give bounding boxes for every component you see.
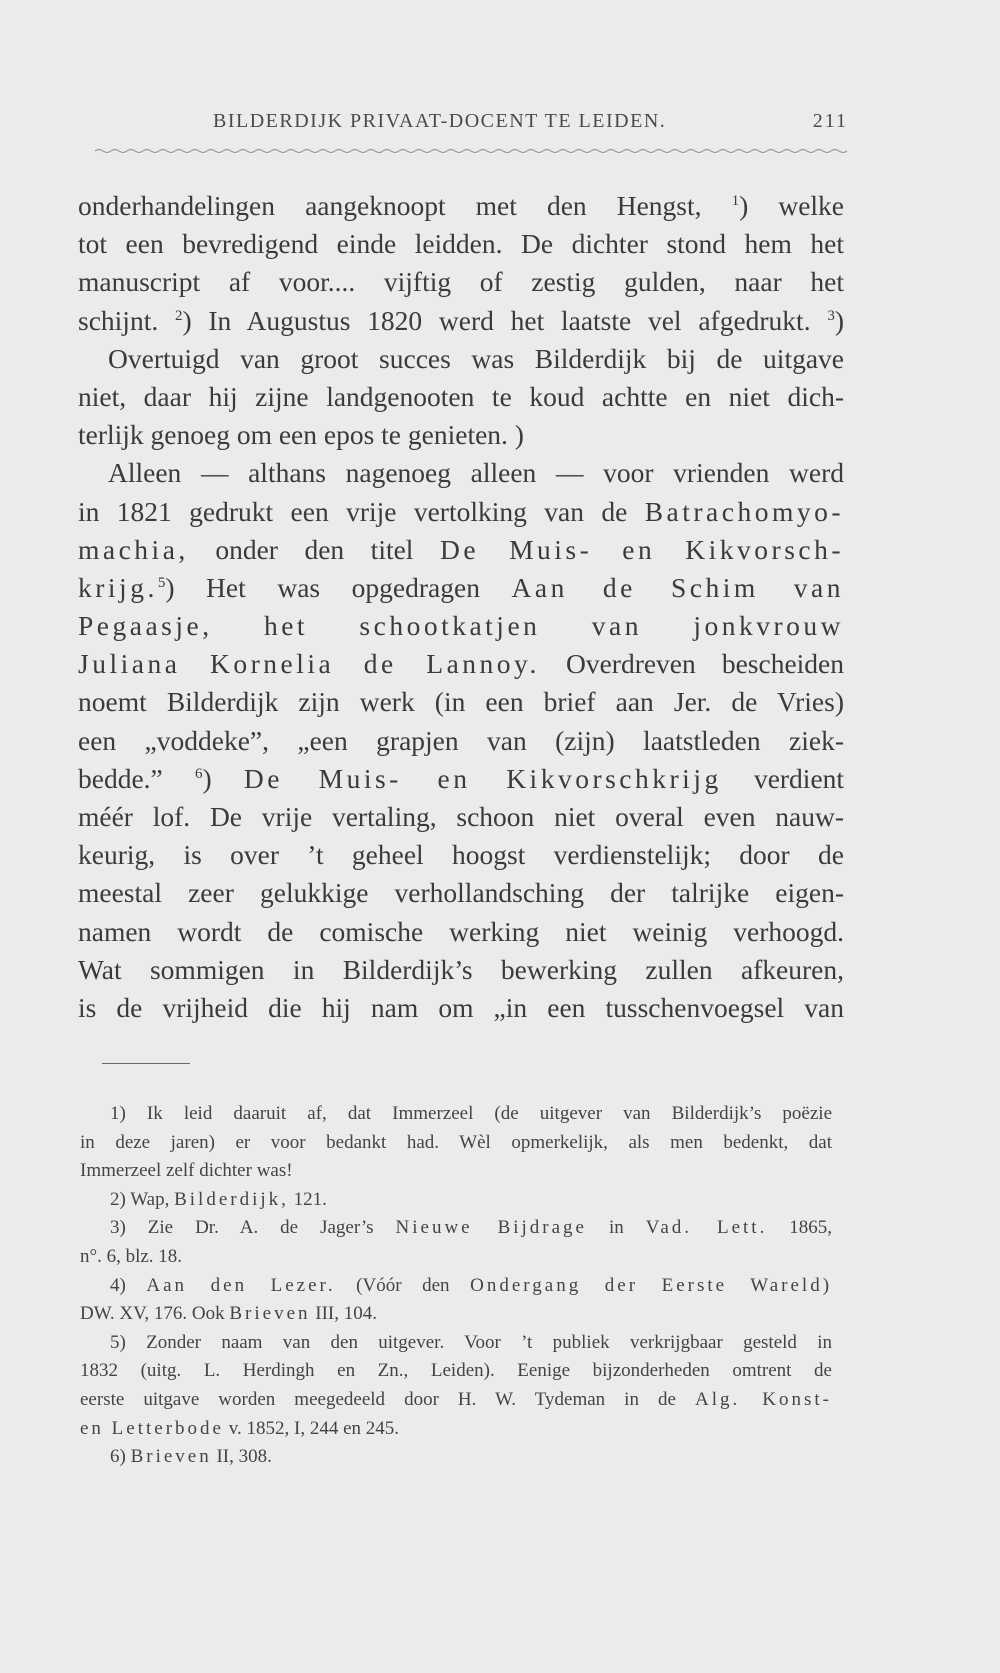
footnote-line: eerste uitgave worden meegedeeld door H. W. Tydeman in de Alg. Konst- [80, 1388, 832, 1410]
footnote-line: 1) Ik leid daaruit af, dat Immerzeel (de uitgever van Bilderdijk’s poëzie [110, 1103, 833, 1124]
footnotes [80, 1100, 832, 1472]
text-line: manuscript af voor.... vijftig of zestig gulden, naar het [78, 266, 844, 298]
text-line: terlijk genoeg om een epos te genieten. ) [78, 419, 524, 451]
footnote-separator [102, 1063, 190, 1064]
text-line: een „voddeke”, „een grapjen van (zijn) laatstleden ziek- [78, 724, 844, 756]
text-line: in 1821 gedrukt een vrije vertolking van de Batrachomyo- [78, 495, 845, 527]
header-rule [95, 148, 847, 154]
page-number: 211 [812, 110, 848, 132]
text-line: Pegaasje, het schootkatjen van jonkvrouw [78, 610, 844, 642]
footnote-line: 5) Zonder naam van den uitgever. Voor ’t publiek verkrijgbaar gesteld in [110, 1331, 832, 1353]
text-line: bedde.” $^6$) De Muis- en Kikvorschkrijg verdient [78, 762, 845, 794]
text-line: Alleen — althans nagenoeg alleen — voor vrienden werd [108, 457, 844, 489]
footnote-line: n°. 6, blz. 18. [80, 1245, 183, 1267]
text-line: méér lof. De vrije vertaling, schoon niet overal even nauw- [78, 801, 844, 832]
text-line: keurig, is over ’t geheel hoogst verdienstelijk; door de [78, 839, 844, 871]
text-line: Overtuigd van groot succes was Bilderdijk bij de uitgave [108, 342, 844, 374]
text-line: is de vrijheid die hij nam om „in een tusschenvoegsel van [78, 991, 844, 1023]
footnote-line: en Letterbode v. 1852, I, 244 en 245. [80, 1417, 400, 1439]
text-line: Wat sommigen in Bilderdijk’s bewerking zullen afkeuren, [78, 953, 844, 985]
main-text [78, 187, 844, 1027]
footnote-line: DW. XV, 176. Ook Brieven III, 104. [80, 1303, 378, 1325]
running-title: BILDERDIJK PRIVAAT-DOCENT TE LEIDEN. [213, 110, 667, 132]
footnote-line: Immerzeel zelf dichter was! [80, 1160, 293, 1182]
footnote-line: 3) Zie Dr. A. de Jager’s Nieuwe Bijdrage in Vad. Lett. 1865, [110, 1217, 833, 1239]
text-line: schijnt. $^2$) In Augustus 1820 werd het laatste vel afgedrukt. $^3$) [78, 304, 844, 336]
text-line: niet, daar hij zijne landgenooten te koud achtte en niet dich- [78, 380, 844, 412]
footnote-line: in deze jaren) er voor bedankt had. Wèl opmerkelijk, als men bedenkt, dat [80, 1131, 832, 1153]
footnote-line: 6) Brieven II, 308. [110, 1446, 272, 1468]
text-line: onderhandelingen aangeknoopt met den Hengst, $^1$) welke [78, 190, 844, 221]
text-line: machia, onder den titel De Muis- en Kikvorsch- [78, 533, 845, 565]
footnote-line: 1832 (uitg. L. Herdingh en Zn., Leiden). Eenige bijzonderheden omtrent de [80, 1360, 832, 1382]
footnote-line: 2) Wap, Bilderdijk, 121. [110, 1188, 327, 1210]
text-line: tot een bevredigend einde leidden. De dichter stond hem het [78, 228, 844, 260]
text-line: meestal zeer gelukkige verhollandsching der talrijke eigen- [78, 877, 844, 909]
footnote-line: 4) Aan den Lezer. (Vóór den Ondergang der Eerste Wareld) [110, 1274, 833, 1296]
text-line: namen wordt de comische werking niet weinig verhoogd. [78, 915, 844, 947]
text-line: krijg.$^5$) Het was opgedragen Aan de Schim van [78, 571, 845, 603]
text-line: noemt Bilderdijk zijn werk (in een brief aan Jer. de Vries) [78, 686, 844, 718]
text-line: Juliana Kornelia de Lannoy. Overdreven bescheiden [78, 648, 845, 680]
